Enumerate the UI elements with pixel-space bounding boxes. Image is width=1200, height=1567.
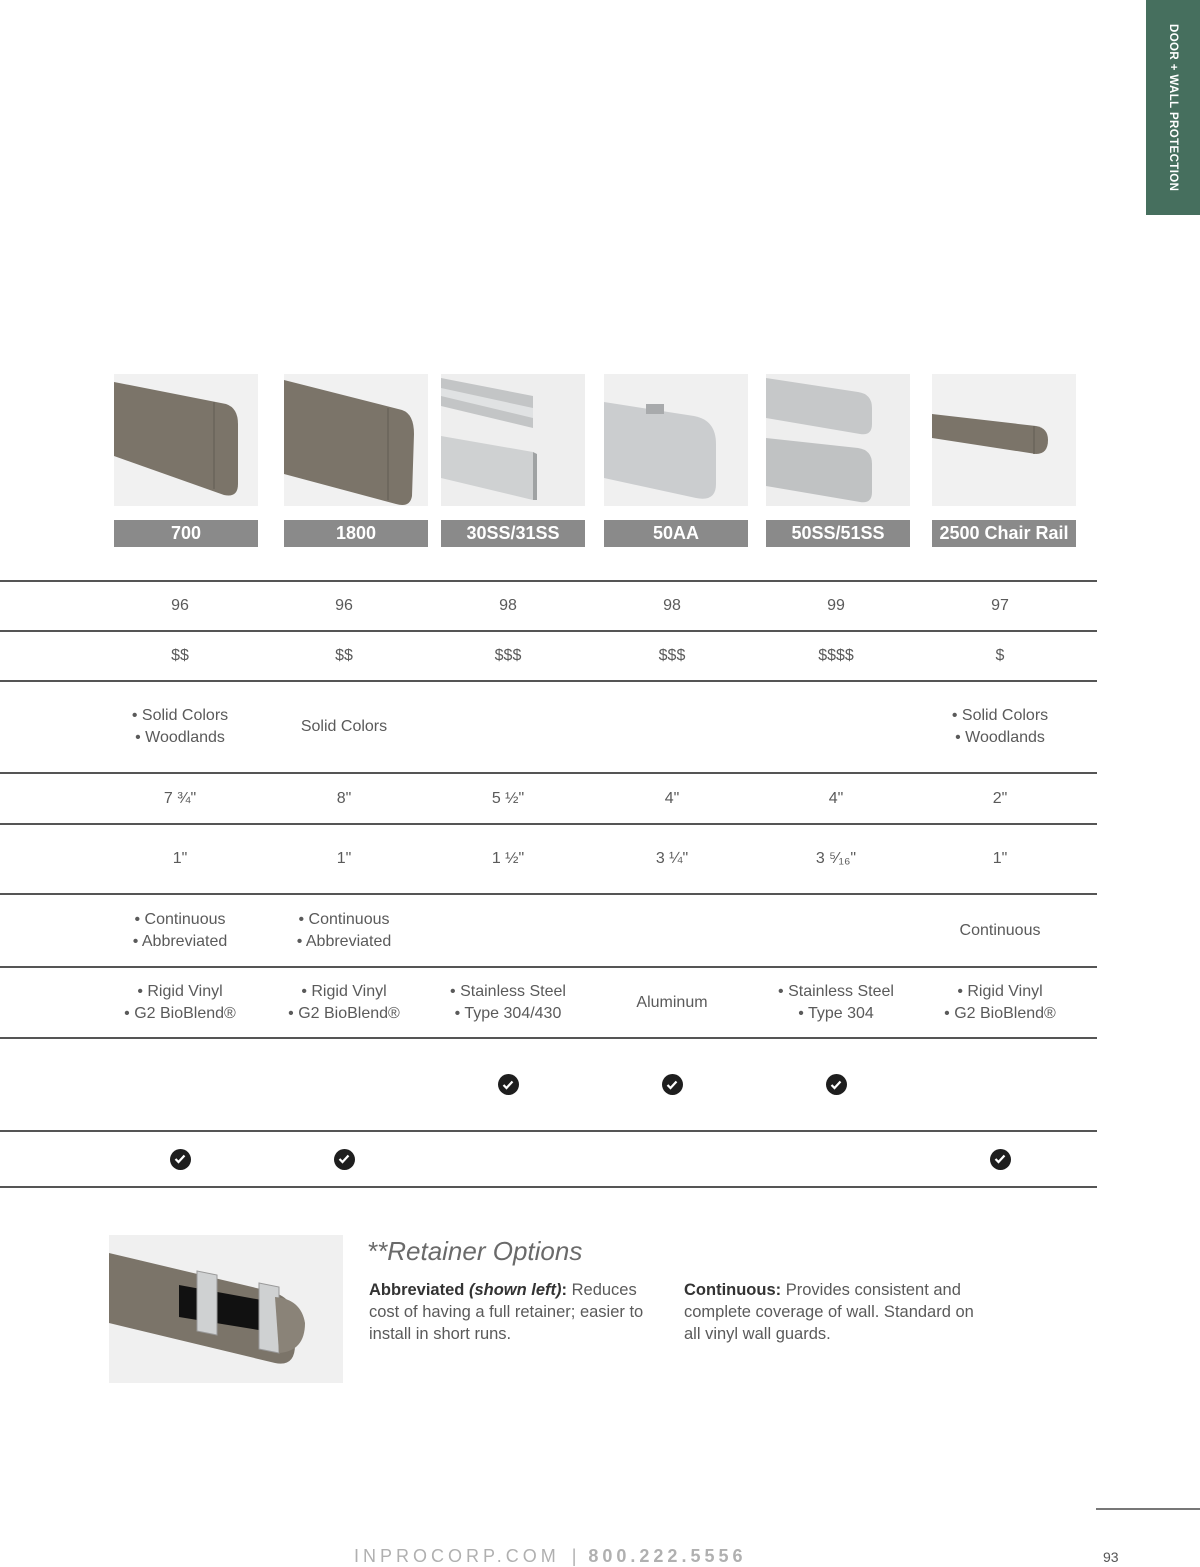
cell-line: • Rigid Vinyl <box>137 982 223 1000</box>
table-row-retainer <box>0 895 1097 966</box>
cell-page: 98 <box>663 597 681 614</box>
cell-depth: 1" <box>992 850 1008 867</box>
product-image-2500 <box>932 374 1076 506</box>
product-50ss-51ss <box>766 374 910 547</box>
footer-separator: | <box>571 1546 577 1566</box>
abbreviated-text: Reduces cost of having a full retainer; easier to install in short runs. <box>369 1281 644 1343</box>
cell-depth: 3 ⁵⁄₁₆" <box>815 850 857 867</box>
checkmark-icon <box>170 1149 191 1170</box>
cell-depth: 3 ¼" <box>655 850 689 867</box>
checkmark-icon <box>826 1074 847 1095</box>
cell-check <box>592 1039 752 1130</box>
table-row-price <box>0 632 1097 680</box>
abbreviated-label: Abbreviated <box>369 1281 465 1299</box>
cell-height: 2" <box>992 789 1008 807</box>
page-number: 93 <box>1103 1549 1119 1565</box>
cell-line: Solid Colors <box>300 718 388 735</box>
abbreviated-note: (shown left) <box>468 1281 562 1299</box>
checkmark-icon <box>334 1149 355 1170</box>
product-label: 30SS/31SS <box>441 520 585 547</box>
cell-line: • G2 BioBlend® <box>944 1004 1056 1022</box>
product-label: 50SS/51SS <box>766 520 910 547</box>
table-row-check-vinyl <box>0 1132 1097 1186</box>
table-row-depth <box>0 825 1097 893</box>
cell-material <box>428 968 588 1037</box>
checkmark-icon <box>498 1074 519 1095</box>
cell-page: 96 <box>171 597 189 614</box>
cell-height: 4" <box>828 789 844 807</box>
cell-check <box>756 1039 916 1130</box>
cell-height: 8" <box>336 789 352 807</box>
product-image-700 <box>114 374 258 506</box>
cell-material <box>100 968 260 1037</box>
footer-website[interactable]: INPROCORP.COM <box>354 1546 560 1566</box>
cell-line: • G2 BioBlend® <box>288 1004 400 1022</box>
product-label: 700 <box>114 520 258 547</box>
cell-material <box>264 968 424 1037</box>
cell-price: $$$$ <box>818 647 854 664</box>
cell-height: 7 ¾" <box>163 789 197 807</box>
checkmark-icon <box>990 1149 1011 1170</box>
cell-line: Continuous <box>959 921 1041 939</box>
footer-contact <box>354 1546 746 1567</box>
table-row-material <box>0 968 1097 1037</box>
cell-price: $$$ <box>658 647 686 664</box>
retainer-continuous-desc <box>684 1279 974 1345</box>
cell-page: 97 <box>991 597 1009 614</box>
abbreviated-colon: : <box>561 1281 568 1299</box>
cell-height: 4" <box>664 789 680 807</box>
section-tab <box>1146 0 1200 215</box>
cell-line: • Stainless Steel <box>450 982 566 1000</box>
cell-depth: 1 ½" <box>491 850 525 867</box>
product-50aa <box>604 374 748 547</box>
cell-line: • Solid Colors <box>951 707 1049 724</box>
product-label: 1800 <box>284 520 428 547</box>
cell-line: • Abbreviated <box>296 932 392 950</box>
product-image-50ss <box>766 374 910 506</box>
cell-check <box>100 1132 260 1186</box>
cell-price: $$ <box>171 647 189 664</box>
cell-line: • Rigid Vinyl <box>957 982 1043 1000</box>
cell-line: • Continuous <box>134 910 226 928</box>
cell-colors <box>920 682 1080 772</box>
product-30ss-31ss <box>441 374 585 547</box>
retainer-abbreviated-desc <box>369 1279 659 1345</box>
continuous-label: Continuous: <box>684 1281 782 1299</box>
product-2500-chair-rail <box>932 374 1076 547</box>
product-700 <box>114 374 258 547</box>
retainer-image <box>109 1235 343 1383</box>
cell-page: 98 <box>499 597 517 614</box>
checkmark-icon <box>662 1074 683 1095</box>
cell-line: Aluminum <box>636 993 708 1011</box>
cell-check <box>920 1132 1080 1186</box>
section-tab-label: DOOR + WALL PROTECTION <box>1167 23 1179 192</box>
cell-material <box>592 968 752 1037</box>
cell-height: 5 ½" <box>491 789 525 807</box>
product-image-30ss <box>441 374 585 506</box>
cell-line: • Type 304/430 <box>454 1004 562 1022</box>
cell-colors <box>100 682 260 772</box>
table-row-check-metal <box>0 1039 1097 1130</box>
cell-line: • Solid Colors <box>131 707 229 724</box>
cell-colors <box>264 682 424 772</box>
cell-line: • Rigid Vinyl <box>301 982 387 1000</box>
continuous-text: Provides consistent and complete coverage of wall. Standard on all vinyl wall guards. <box>684 1281 974 1343</box>
cell-check <box>428 1039 588 1130</box>
cell-line: • Woodlands <box>955 729 1045 746</box>
cell-page: 96 <box>335 597 353 614</box>
footer-rule <box>1096 1508 1200 1510</box>
cell-depth: 1" <box>336 850 352 867</box>
cell-retainer <box>100 895 260 966</box>
cell-page: 99 <box>827 597 845 614</box>
table-row-height <box>0 774 1097 823</box>
retainer-options-title: **Retainer Options <box>367 1236 583 1266</box>
cell-line: • Stainless Steel <box>778 982 894 1000</box>
cell-line: • Woodlands <box>135 729 225 746</box>
cell-line: • Continuous <box>298 910 390 928</box>
cell-retainer <box>920 895 1080 966</box>
cell-line: • G2 BioBlend® <box>124 1004 236 1022</box>
cell-check <box>264 1132 424 1186</box>
cell-material <box>756 968 916 1037</box>
cell-depth: 1" <box>172 850 188 867</box>
cell-line: • Type 304 <box>798 1004 874 1022</box>
footer-phone[interactable]: 800.222.5556 <box>588 1546 747 1566</box>
cell-retainer <box>264 895 424 966</box>
product-image-1800 <box>284 374 428 506</box>
table-row-colors <box>0 682 1097 772</box>
product-image-50aa <box>604 374 748 506</box>
product-label: 2500 Chair Rail <box>932 520 1076 547</box>
product-1800 <box>284 374 428 547</box>
table-divider <box>0 1186 1097 1188</box>
cell-line: • Abbreviated <box>132 932 228 950</box>
cell-price: $$ <box>335 647 353 664</box>
product-label: 50AA <box>604 520 748 547</box>
table-row-page <box>0 582 1097 630</box>
cell-price: $ <box>995 647 1005 664</box>
cell-price: $$$ <box>494 647 522 664</box>
cell-material <box>920 968 1080 1037</box>
